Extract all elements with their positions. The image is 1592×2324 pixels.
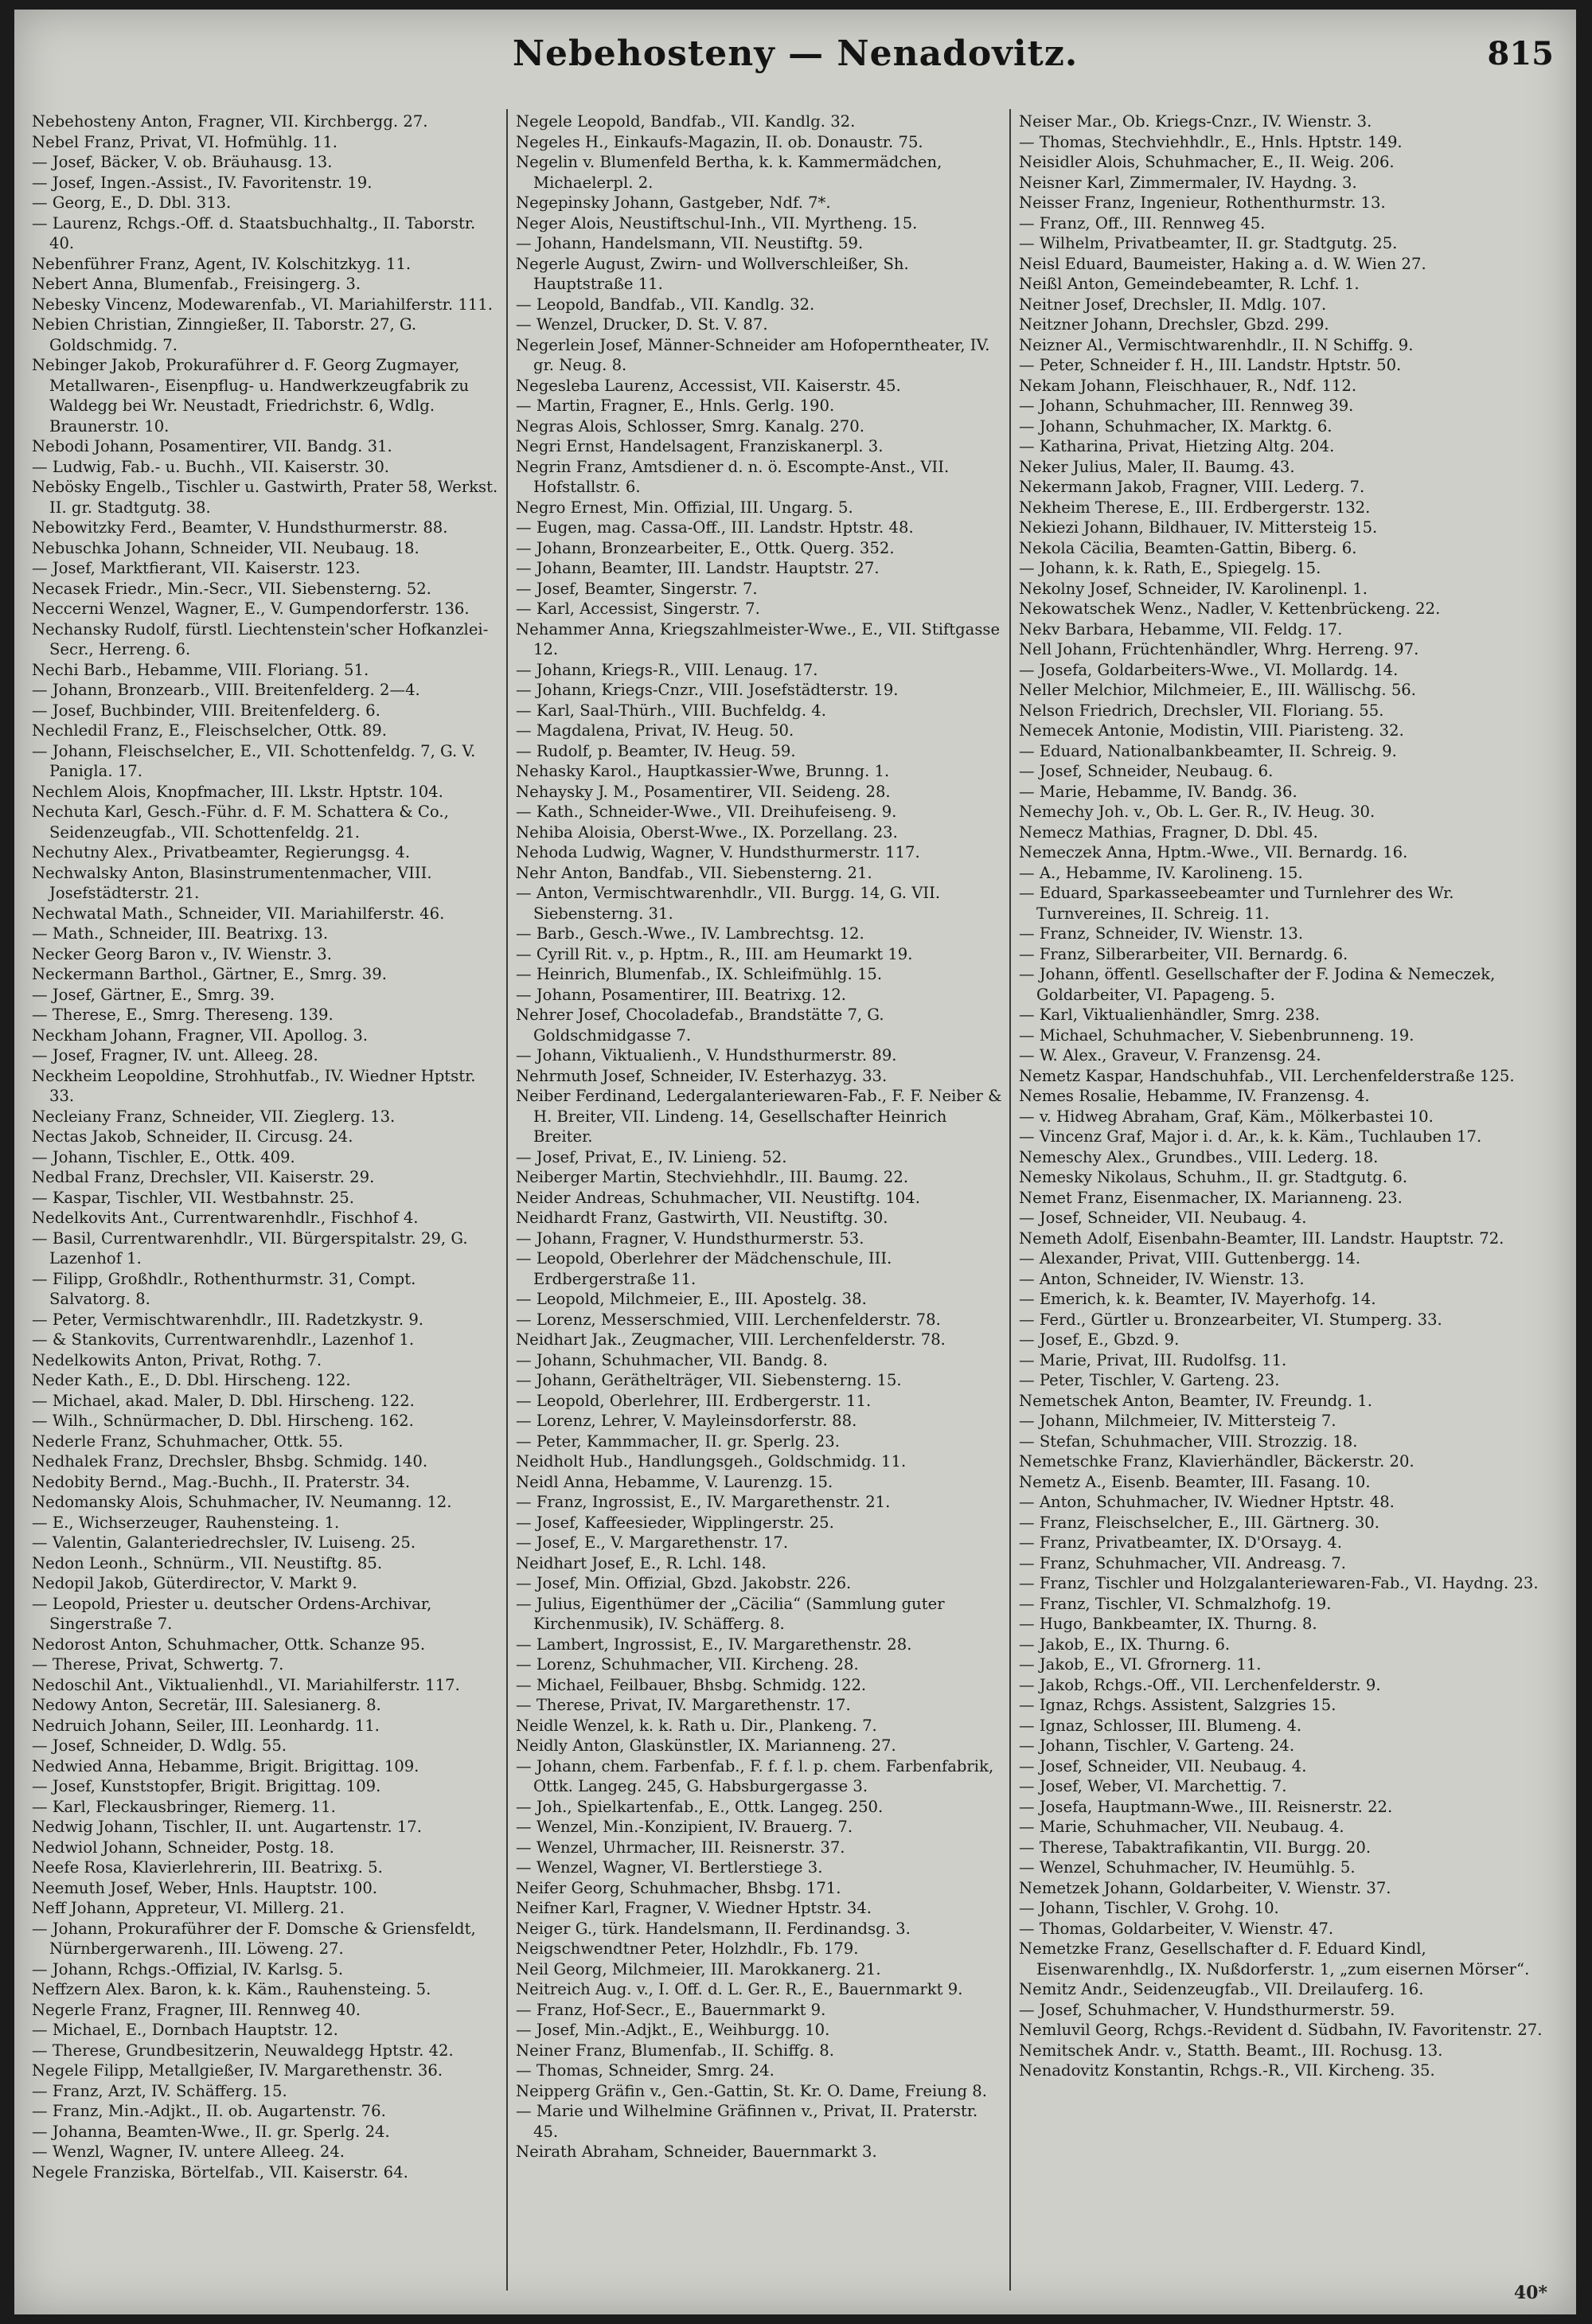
directory-entry: Nebösky Engelb., Tischler u. Gastwirth, Prater 58, Werkst. II. gr. Stadtgutg. 38. xyxy=(32,478,498,517)
directory-entry: — Johann, Fragner, V. Hundsthurmerstr. 53. xyxy=(516,1228,864,1248)
directory-entry: Neidl Anna, Hebamme, V. Laurenzg. 15. xyxy=(516,1472,833,1491)
signature-mark: 40* xyxy=(1513,2283,1547,2303)
directory-entry: Neidhart Josef, E., R. Lchl. 148. xyxy=(516,1553,767,1572)
directory-entry: — Johann, Fleischselcher, E., VII. Schottenfeldg. 7, G. V. Panigla. 17. xyxy=(32,741,476,780)
directory-entry: Nedwiol Johann, Schneider, Postg. 18. xyxy=(32,1838,334,1857)
directory-entry: Nedoschil Ant., Viktualienhdl., VI. Mariahilferstr. 117. xyxy=(32,1675,460,1694)
directory-entry: Nemeczek Anna, Hptm.-Wwe., VII. Bernardg. 16. xyxy=(1019,843,1408,861)
directory-entry: — Heinrich, Blumenfab., IX. Schleifmühlg. 15. xyxy=(516,965,883,983)
directory-entry: — Emerich, k. k. Beamter, IV. Mayerhofg. 14. xyxy=(1019,1290,1376,1308)
directory-entry: — Lorenz, Messerschmied, VIII. Lerchenfelderstr. 78. xyxy=(516,1310,941,1329)
directory-entry: Neckheim Leopoldine, Strohhutfab., IV. Wiedner Hptstr. 33. xyxy=(32,1066,476,1105)
directory-entry: — Leopold, Oberlehrer der Mädchenschule, III. Erdbergerstraße 11. xyxy=(516,1249,892,1288)
directory-entry: Nedruich Johann, Seiler, III. Leonhardg. 11. xyxy=(32,1716,380,1735)
directory-entry: — Josef, Fragner, IV. unt. Alleeg. 28. xyxy=(32,1046,318,1064)
directory-page xyxy=(14,10,1576,2314)
directory-entry: — Julius, Eigenthümer der „Cäcilia“ (Sammlung guter Kirchenmusik), IV. Schäfferg. 8. xyxy=(516,1594,945,1633)
directory-entry: Negerle August, Zwirn- und Wollverschleißer, Sh. Hauptstraße 11. xyxy=(516,254,909,293)
directory-entry: Nechansky Rudolf, fürstl. Liechtenstein'scher Hofkanzlei-Secr., Herreng. 6. xyxy=(32,619,489,658)
directory-entry: — Anton, Vermischtwarenhdlr., VII. Burgg. 14, G. VII. Siebensterng. 31. xyxy=(516,884,941,923)
directory-entry: — Wenzel, Schuhmacher, IV. Heumühlg. 5. xyxy=(1019,1858,1356,1877)
directory-entry: Nedorost Anton, Schuhmacher, Ottk. Schanze 95. xyxy=(32,1635,426,1654)
directory-entry: — Wenzel, Wagner, VI. Bertlerstiege 3. xyxy=(516,1858,823,1877)
directory-entry: Nekv Barbara, Hebamme, VII. Feldg. 17. xyxy=(1019,619,1343,639)
directory-entry: — Ignaz, Rchgs. Assistent, Salzgries 15. xyxy=(1019,1696,1336,1714)
directory-entry: — A., Hebamme, IV. Karolineng. 15. xyxy=(1019,863,1303,882)
directory-entry: Neiber Ferdinand, Ledergalanteriewaren-Fab., F. F. Neiber & H. Breiter, VII. Lindeng. 14, Gesellschafter Heinrich Breiter. xyxy=(516,1087,1002,1146)
directory-entry: Nechuta Karl, Gesch.-Führ. d. F. M. Schattera & Co., Seidenzeugfab., VII. Schottenfeldg. 21. xyxy=(32,803,449,842)
directory-entry: — Josef, Min. Offizial, Gbzd. Jakobstr. 226. xyxy=(516,1574,852,1592)
directory-entry: — Johann, Beamter, III. Landstr. Hauptstr. 27. xyxy=(516,559,880,577)
directory-entry: Nehiba Aloisia, Oberst-Wwe., IX. Porzellang. 23. xyxy=(516,822,898,842)
directory-entry: Nekam Johann, Fleischhauer, R., Ndf. 112. xyxy=(1019,376,1357,395)
directory-entry: Negri Ernst, Handelsagent, Franziskanerpl. 3. xyxy=(516,437,884,455)
directory-entry: — Laurenz, Rchgs.-Off. d. Staatsbuchhaltg., II. Taborstr. 40. xyxy=(32,213,476,252)
directory-entry: Neipperg Gräfin v., Gen.-Gattin, St. Kr. O. Dame, Freiung 8. xyxy=(516,2081,987,2100)
directory-entry: — Johann, Kriegs-Cnzr., VIII. Josefstädterstr. 19. xyxy=(516,681,899,699)
directory-entry: — Joh., Spielkartenfab., E., Ottk. Langeg. 250. xyxy=(516,1797,884,1816)
directory-entry: — Marie und Wilhelmine Gräfinnen v., Privat, II. Praterstr. 45. xyxy=(516,2102,978,2141)
directory-entry: — Michael, akad. Maler, D. Dbl. Hirscheng. 122. xyxy=(32,1391,415,1410)
directory-entry: — Magdalena, Privat, IV. Heug. 50. xyxy=(516,721,794,740)
directory-entry: — Leopold, Oberlehrer, III. Erdbergerstr. 11. xyxy=(516,1391,872,1410)
directory-entry: Nehasky Karol., Hauptkassier-Wwe, Brunng. 1. xyxy=(516,762,890,780)
directory-entry: — Johann, Bronzearb., VIII. Breitenfelderg. 2—4. xyxy=(32,681,420,699)
directory-entry: Neckermann Barthol., Gärtner, E., Smrg. 39. xyxy=(32,965,387,983)
directory-entry: Neiger G., türk. Handelsmann, II. Ferdinandsg. 3. xyxy=(516,1919,911,1938)
directory-entry: — Johann, k. k. Rath, E., Spiegelg. 15. xyxy=(1019,559,1321,577)
directory-entry: — Franz, Privatbeamter, IX. D'Orsayg. 4. xyxy=(1019,1533,1343,1552)
directory-entry: Nedopil Jakob, Güterdirector, V. Markt 9. xyxy=(32,1574,357,1592)
directory-entry: — Karl, Accessist, Singerstr. 7. xyxy=(516,600,760,618)
directory-entry: — Josef, Schneider, Neubaug. 6. xyxy=(1019,762,1274,780)
directory-entry: — Ludwig, Fab.- u. Buchh., VII. Kaiserstr. 30. xyxy=(32,457,390,476)
directory-entry: Nechutny Alex., Privatbeamter, Regierungsg. 4. xyxy=(32,843,411,861)
directory-entry: — Jakob, Rchgs.-Off., VII. Lerchenfelderstr. 9. xyxy=(1019,1675,1381,1694)
directory-entry: — Peter, Schneider f. H., III. Landstr. Hptstr. 50. xyxy=(1019,356,1402,374)
directory-entry: — Lorenz, Lehrer, V. Mayleinsdorferstr. 88. xyxy=(516,1412,857,1430)
directory-entry: — Barb., Gesch.-Wwe., IV. Lambrechtsg. 12. xyxy=(516,924,864,943)
directory-entry: Nemechy Joh. v., Ob. L. Ger. R., IV. Heug. 30. xyxy=(1019,803,1375,821)
directory-entry: — Therese, Grundbesitzerin, Neuwaldegg Hptstr. 42. xyxy=(32,2041,454,2060)
directory-entry: — Stefan, Schuhmacher, VIII. Strozzig. 18. xyxy=(1019,1432,1358,1451)
directory-entry: — Filipp, Großhdlr., Rothenthurmstr. 31, Compt. Salvatorg. 8. xyxy=(32,1269,416,1308)
directory-entry: — Alexander, Privat, VIII. Guttenbergg. 14. xyxy=(1019,1249,1361,1267)
directory-entry: Negras Alois, Schlosser, Smrg. Kanalg. 270. xyxy=(516,416,864,436)
directory-entry: — Wilh., Schnürmacher, D. Dbl. Hirscheng. 162. xyxy=(32,1412,414,1430)
directory-entry: — Josef, E., V. Margarethenstr. 17. xyxy=(516,1533,789,1552)
directory-entry: Neccerni Wenzel, Wagner, E., V. Gumpendorferstr. 136. xyxy=(32,600,470,618)
directory-entry: — Johann, Schuhmacher, III. Rennweg 39. xyxy=(1019,396,1354,415)
directory-entry: — Therese, E., Smrg. Thereseng. 139. xyxy=(32,1006,334,1024)
directory-entry: Nehrer Josef, Chocoladefab., Brandstätte 7, G. Goldschmidgasse 7. xyxy=(516,1006,884,1045)
directory-entry: — Martin, Fragner, E., Hnls. Gerlg. 190. xyxy=(516,396,835,415)
directory-entry: Negele Franziska, Börtelfab., VII. Kaiserstr. 64. xyxy=(32,2162,408,2181)
directory-entry: Negele Filipp, Metallgießer, IV. Margarethenstr. 36. xyxy=(32,2061,443,2080)
directory-entry: — Lorenz, Schuhmacher, VII. Kircheng. 28. xyxy=(516,1655,859,1674)
directory-entry: Neil Georg, Milchmeier, III. Marokkanerg. 21. xyxy=(516,1959,881,1978)
directory-entry: — Eugen, mag. Cassa-Off., III. Landstr. Hptstr. 48. xyxy=(516,518,914,537)
directory-entry: Nechi Barb., Hebamme, VIII. Floriang. 51. xyxy=(32,660,369,679)
directory-entry: Nedhalek Franz, Drechsler, Bhsbg. Schmidg. 140. xyxy=(32,1452,428,1471)
directory-entry: — Math., Schneider, III. Beatrixg. 13. xyxy=(32,924,329,943)
directory-entry: Nedomansky Alois, Schuhmacher, IV. Neumanng. 12. xyxy=(32,1493,452,1511)
directory-entry: — Johann, Viktualienh., V. Hundsthurmerstr. 89. xyxy=(516,1046,897,1064)
directory-entry: Nemetz A., Eisenb. Beamter, III. Fasang. 10. xyxy=(1019,1472,1371,1491)
directory-entry: Neidly Anton, Glaskünstler, IX. Marianneng. 27. xyxy=(516,1736,896,1755)
directory-entry: — Wenzel, Drucker, D. St. V. 87. xyxy=(516,315,768,334)
directory-entry: Nenadovitz Konstantin, Rchgs.-R., VII. Kircheng. 35. xyxy=(1019,2061,1435,2080)
directory-entry: Nemitschek Andr. v., Statth. Beamt., III. Rochusg. 13. xyxy=(1019,2041,1443,2060)
directory-entry: Neisner Karl, Zimmermaler, IV. Haydng. 3. xyxy=(1019,173,1357,192)
directory-entry: Neisser Franz, Ingenieur, Rothenthurmstr. 13. xyxy=(1019,193,1386,212)
directory-entry: — Georg, E., D. Dbl. 313. xyxy=(32,193,232,212)
directory-entry: Nemetzek Johann, Goldarbeiter, V. Wienstr. 37. xyxy=(1019,1878,1391,1897)
directory-entry: Neider Andreas, Schuhmacher, VII. Neustiftg. 104. xyxy=(516,1188,920,1207)
directory-entry: Nebehosteny Anton, Fragner, VII. Kirchbergg. 27. xyxy=(32,112,428,131)
directory-entry: Nebodi Johann, Posamentirer, VII. Bandg. 31. xyxy=(32,437,392,455)
directory-entry: — Johann, Tischler, V. Garteng. 24. xyxy=(1019,1736,1295,1755)
directory-entry: — Josefa, Goldarbeiters-Wwe., VI. Mollardg. 14. xyxy=(1019,660,1399,679)
directory-entry: Negepinsky Johann, Gastgeber, Ndf. 7*. xyxy=(516,193,831,212)
directory-entry: Nemecek Antonie, Modistin, VIII. Piaristeng. 32. xyxy=(1019,721,1404,740)
directory-column-1 xyxy=(32,111,500,2285)
directory-entry: — Josef, Min.-Adjkt., E., Weihburgg. 10. xyxy=(516,2021,830,2039)
directory-entry: Nedowy Anton, Secretär, III. Salesianerg. 8. xyxy=(32,1696,381,1714)
directory-entry: Nemluvil Georg, Rchgs.-Revident d. Südbahn, IV. Favoritenstr. 27. xyxy=(1019,2021,1543,2039)
directory-entry: — Valentin, Galanteriedrechsler, IV. Luiseng. 25. xyxy=(32,1533,416,1552)
directory-entry: Nemetschek Anton, Beamter, IV. Freundg. 1. xyxy=(1019,1391,1372,1410)
directory-entry: — Leopold, Milchmeier, E., III. Apostelg. 38. xyxy=(516,1290,867,1308)
directory-entry: Neidhart Jak., Zeugmacher, VIII. Lerchenfelderstr. 78. xyxy=(516,1330,946,1349)
directory-entry: Neidle Wenzel, k. k. Rath u. Dir., Plankeng. 7. xyxy=(516,1716,877,1735)
directory-entry: Nehoda Ludwig, Wagner, V. Hundsthurmerstr. 117. xyxy=(516,843,920,861)
directory-entry: — Jakob, E., IX. Thurng. 6. xyxy=(1019,1635,1231,1654)
directory-entry: Nebien Christian, Zinngießer, II. Taborstr. 27, G. Goldschmidg. 7. xyxy=(32,315,417,354)
directory-entry: — Thomas, Stechviehhdlr., E., Hnls. Hptstr. 149. xyxy=(1019,132,1403,151)
directory-entry: — Wenzel, Min.-Konzipient, IV. Brauerg. 7. xyxy=(516,1818,853,1836)
directory-entry: Neiberger Martin, Stechviehhdlr., III. Baumg. 22. xyxy=(516,1168,909,1186)
directory-entry: — Basil, Currentwarenhdlr., VII. Bürgerspitalstr. 29, G. Lazenhof 1. xyxy=(32,1228,468,1267)
directory-entry: Nemetschke Franz, Klavierhändler, Bäckerstr. 20. xyxy=(1019,1452,1414,1471)
directory-entry: — Katharina, Privat, Hietzing Altg. 204. xyxy=(1019,437,1335,455)
directory-entry: — Josef, Gärtner, E., Smrg. 39. xyxy=(32,985,275,1004)
directory-entry: Nehrmuth Josef, Schneider, IV. Esterhazyg. 33. xyxy=(516,1066,888,1085)
directory-entry: Nectas Jakob, Schneider, II. Circusg. 24. xyxy=(32,1127,353,1146)
directory-entry: Negrin Franz, Amtsdiener d. n. ö. Escompte-Anst., VII. Hofstallstr. 6. xyxy=(516,457,950,496)
directory-entry: — Johanna, Beamten-Wwe., II. gr. Sperlg. 24. xyxy=(32,2122,390,2141)
directory-entry: — Josef, Kaffeesieder, Wipplingerstr. 25. xyxy=(516,1513,834,1532)
directory-entry: — Eduard, Nationalbankbeamter, II. Schreig. 9. xyxy=(1019,741,1397,760)
directory-entry: — Johann, Milchmeier, IV. Mittersteig 7. xyxy=(1019,1412,1336,1430)
directory-entry: Neff Johann, Appreteur, VI. Millerg. 21. xyxy=(32,1899,345,1917)
directory-entry: Nebesky Vincenz, Modewarenfab., VI. Mariahilferstr. 111. xyxy=(32,295,493,314)
directory-entry: Neißl Anton, Gemeindebeamter, R. Lchf. 1. xyxy=(1019,275,1360,293)
directory-entry: — Therese, Privat, IV. Margarethenstr. 17. xyxy=(516,1696,851,1714)
directory-entry: Necleiany Franz, Schneider, VII. Zieglerg. 13. xyxy=(32,1107,396,1126)
directory-entry: — Jakob, E., VI. Gfrornerg. 11. xyxy=(1019,1655,1262,1674)
directory-entry: Neller Melchior, Milchmeier, E., III. Wällischg. 56. xyxy=(1019,681,1416,699)
directory-entry: Nemesky Nikolaus, Schuhm., II. gr. Stadtgutg. 6. xyxy=(1019,1168,1408,1186)
directory-entry: Nedobity Bernd., Mag.-Buchh., II. Praterstr. 34. xyxy=(32,1472,411,1491)
directory-entry: — Josefa, Hauptmann-Wwe., III. Reisnerstr. 22. xyxy=(1019,1797,1393,1816)
directory-entry: Nemeschy Alex., Grundbes., VIII. Lederg. 18. xyxy=(1019,1147,1379,1166)
directory-entry: — Josef, Bäcker, V. ob. Bräuhausg. 13. xyxy=(32,153,333,171)
directory-entry: — Josef, Marktfierant, VII. Kaiserstr. 123. xyxy=(32,559,361,577)
directory-entry: Nemeth Adolf, Eisenbahn-Beamter, III. Landstr. Hauptstr. 72. xyxy=(1019,1228,1504,1248)
directory-entry: — Peter, Tischler, V. Garteng. 23. xyxy=(1019,1371,1280,1389)
directory-entry: Nekowatschek Wenz., Nadler, V. Kettenbrückeng. 22. xyxy=(1019,600,1441,618)
directory-entry: Neisl Eduard, Baumeister, Haking a. d. W. Wien 27. xyxy=(1019,254,1426,273)
directory-entry: Nechwatal Math., Schneider, VII. Mariahilferstr. 46. xyxy=(32,904,445,923)
directory-entry: — Franz, Ingrossist, E., IV. Margarethenstr. 21. xyxy=(516,1493,891,1511)
directory-entry: — Johann, Bronzearbeiter, E., Ottk. Querg. 352. xyxy=(516,538,895,557)
directory-entry: — Josef, Ingen.-Assist., IV. Favoritenstr. 19. xyxy=(32,173,373,192)
directory-entry: Neirath Abraham, Schneider, Bauernmarkt 3. xyxy=(516,2142,877,2161)
directory-entry: — Wenzel, Uhrmacher, III. Reisnerstr. 37. xyxy=(516,1838,845,1857)
directory-entry: — Karl, Saal-Thürh., VIII. Buchfeldg. 4. xyxy=(516,701,826,720)
directory-entry: — Josef, Buchbinder, VIII. Breitenfelderg. 6. xyxy=(32,701,380,720)
directory-entry: Negele Leopold, Bandfab., VII. Kandlg. 32. xyxy=(516,112,856,131)
directory-entry: Negerlein Josef, Männer-Schneider am Hofoperntheater, IV. gr. Neug. 8. xyxy=(516,335,990,374)
directory-entry: — Josef, Weber, VI. Marchettig. 7. xyxy=(1019,1777,1287,1795)
directory-entry: — Johann, Handelsmann, VII. Neustiftg. 59. xyxy=(516,234,864,252)
directory-entry: — Michael, Schuhmacher, V. Siebenbrunneng. 19. xyxy=(1019,1025,1414,1045)
directory-entry: Nedelkovits Ant., Currentwarenhdlr., Fischhof 4. xyxy=(32,1209,419,1227)
directory-entry: Nekermann Jakob, Fragner, VIII. Lederg. 7. xyxy=(1019,478,1365,496)
directory-entry: Negerle Franz, Fragner, III. Rennweg 40. xyxy=(32,2000,361,2019)
directory-entry: Neigschwendtner Peter, Holzhdlr., Fb. 179. xyxy=(516,1939,859,1958)
directory-entry: — Franz, Tischler, VI. Schmalzhofg. 19. xyxy=(1019,1594,1332,1613)
directory-entry: Neefe Rosa, Klavierlehrerin, III. Beatrixg. 5. xyxy=(32,1858,383,1877)
directory-entry: — Ignaz, Schlosser, III. Blumeng. 4. xyxy=(1019,1716,1302,1735)
directory-entry: Nebinger Jakob, Prokuraführer d. F. Georg Zugmayer, Metallwaren-, Eisenpflug- u. Handwerkzeugfabrik zu Waldegg bei Wr. Neustadt, Friedrichstr. 6, Wdlg. Braunerstr. 10. xyxy=(32,356,470,436)
directory-entry: Nedon Leonh., Schnürm., VII. Neustiftg. 85. xyxy=(32,1553,383,1572)
directory-entry: Negro Ernest, Min. Offizial, III. Ungarg. 5. xyxy=(516,498,853,517)
directory-entry: Neemuth Josef, Weber, Hnls. Hauptstr. 100. xyxy=(32,1878,378,1897)
directory-entry: Neitzner Johann, Drechsler, Gbzd. 299. xyxy=(1019,315,1329,334)
directory-entry: Nedwig Johann, Tischler, II. unt. Augartenstr. 17. xyxy=(32,1818,422,1836)
directory-entry: — Therese, Privat, Schwertg. 7. xyxy=(32,1655,284,1674)
directory-entry: Nemitz Andr., Seidenzeugfab., VII. Dreilauferg. 16. xyxy=(1019,1980,1424,1998)
directory-entry: Nedelkowits Anton, Privat, Rothg. 7. xyxy=(32,1350,322,1369)
directory-entry: Neitner Josef, Drechsler, II. Mdlg. 107. xyxy=(1019,295,1327,314)
directory-entry: Nekiezi Johann, Bildhauer, IV. Mittersteig 15. xyxy=(1019,518,1378,537)
directory-entry: — Peter, Vermischtwarenhdlr., III. Radetzkystr. 9. xyxy=(32,1310,424,1329)
directory-entry: — Josef, E., Gbzd. 9. xyxy=(1019,1330,1180,1349)
directory-entry: — Peter, Kammmacher, II. gr. Sperlg. 23. xyxy=(516,1432,840,1451)
directory-entry: Neifer Georg, Schuhmacher, Bhsbg. 171. xyxy=(516,1878,841,1897)
directory-entry: — Johann, Tischler, E., Ottk. 409. xyxy=(32,1147,295,1166)
directory-entry: — Hugo, Bankbeamter, IX. Thurng. 8. xyxy=(1019,1615,1317,1633)
directory-entry: — Anton, Schneider, IV. Wienstr. 13. xyxy=(1019,1269,1305,1288)
directory-entry: Neder Kath., E., D. Dbl. Hirscheng. 122. xyxy=(32,1371,351,1389)
directory-entry: — Vincenz Graf, Major i. d. Ar., k. k. Käm., Tuchlauben 17. xyxy=(1019,1127,1482,1146)
directory-entry: Nebert Anna, Blumenfab., Freisingerg. 3. xyxy=(32,275,361,293)
directory-entry: — Kaspar, Tischler, VII. Westbahnstr. 25. xyxy=(32,1188,354,1207)
column-divider xyxy=(1009,109,1011,2291)
directory-entry: Neiser Mar., Ob. Kriegs-Cnzr., IV. Wienstr. 3. xyxy=(1019,112,1372,131)
directory-entry: — Thomas, Schneider, Smrg. 24. xyxy=(516,2061,775,2080)
directory-entry: Nemes Rosalie, Hebamme, IV. Franzensg. 4. xyxy=(1019,1087,1370,1105)
directory-entry: — Johann, Tischler, V. Grohg. 10. xyxy=(1019,1899,1279,1917)
directory-entry: Nekola Cäcilia, Beamten-Gattin, Biberg. 6. xyxy=(1019,538,1357,557)
directory-entry: Neidhardt Franz, Gastwirth, VII. Neustiftg. 30. xyxy=(516,1209,888,1227)
directory-entry: — Josef, Kunststopfer, Brigit. Brigittag. 109. xyxy=(32,1777,381,1795)
directory-entry: — Cyrill Rit. v., p. Hptm., R., III. am Heumarkt 19. xyxy=(516,944,913,963)
directory-entry: Nedwied Anna, Hebamme, Brigit. Brigittag. 109. xyxy=(32,1756,419,1775)
directory-entry: — Therese, Tabaktrafikantin, VII. Burgg. 20. xyxy=(1019,1838,1372,1857)
column-divider xyxy=(506,109,508,2291)
directory-entry: Necasek Friedr., Min.-Secr., VII. Siebensterng. 52. xyxy=(32,579,431,598)
directory-entry: Nemetzke Franz, Gesellschafter d. F. Eduard Kindl, Eisenwarenhdlg., IX. Nußdorferstr. 1, „zum eisernen Mörser“. xyxy=(1019,1939,1530,1978)
directory-entry: Nehr Anton, Bandfab., VII. Siebensterng. 21. xyxy=(516,863,872,882)
directory-entry: — Leopold, Priester u. deutscher Ordens-Archivar, Singerstraße 7. xyxy=(32,1594,432,1633)
directory-entry: Nemecz Mathias, Fragner, D. Dbl. 45. xyxy=(1019,822,1318,842)
directory-entry: — Marie, Hebamme, IV. Bandg. 36. xyxy=(1019,782,1297,801)
directory-entry: — Marie, Privat, III. Rudolfsg. 11. xyxy=(1019,1350,1287,1369)
directory-entry: Neckham Johann, Fragner, VII. Apollog. 3. xyxy=(32,1025,369,1045)
directory-entry: — Johann, chem. Farbenfab., F. f. f. l. p. chem. Farbenfabrik, Ottk. Langeg. 245, G. Habsburgergasse 3. xyxy=(516,1756,994,1795)
directory-entry: Nedbal Franz, Drechsler, VII. Kaiserstr. 29. xyxy=(32,1168,375,1186)
directory-column-3 xyxy=(1019,111,1560,2285)
directory-entry: Nebuschka Johann, Schneider, VII. Neubaug. 18. xyxy=(32,538,419,557)
directory-entry: Neizner Al., Vermischtwarenhdlr., II. N Schiffg. 9. xyxy=(1019,335,1414,354)
directory-entry: — Wilhelm, Privatbeamter, II. gr. Stadtgutg. 25. xyxy=(1019,234,1398,252)
directory-entry: — Josef, Schneider, VII. Neubaug. 4. xyxy=(1019,1756,1307,1775)
directory-entry: — Rudolf, p. Beamter, IV. Heug. 59. xyxy=(516,741,796,760)
directory-entry: Neifner Karl, Fragner, V. Wiedner Hptstr. 34. xyxy=(516,1899,872,1917)
directory-entry: Nederle Franz, Schuhmacher, Ottk. 55. xyxy=(32,1432,344,1451)
directory-entry: Nebel Franz, Privat, VI. Hofmühlg. 11. xyxy=(32,132,338,151)
directory-entry: — W. Alex., Graveur, V. Franzensg. 24. xyxy=(1019,1046,1321,1064)
directory-entry: Nelson Friedrich, Drechsler, VII. Floriang. 55. xyxy=(1019,701,1384,720)
directory-entry: Nebenführer Franz, Agent, IV. Kolschitzkyg. 11. xyxy=(32,254,412,273)
directory-entry: — Franz, Off., III. Rennweg 45. xyxy=(1019,213,1266,232)
directory-entry: — Marie, Schuhmacher, VII. Neubaug. 4. xyxy=(1019,1818,1344,1836)
directory-entry: Nechlem Alois, Knopfmacher, III. Lkstr. Hptstr. 104. xyxy=(32,782,443,801)
directory-entry: — Leopold, Bandfab., VII. Kandlg. 32. xyxy=(516,295,815,314)
directory-entry: — E., Wichserzeuger, Rauhensteing. 1. xyxy=(32,1513,340,1532)
directory-entry: — Kath., Schneider-Wwe., VII. Dreihufeiseng. 9. xyxy=(516,803,897,821)
directory-entry: — Ferd., Gürtler u. Bronzearbeiter, VI. Stumperg. 33. xyxy=(1019,1310,1442,1329)
directory-entry: — Josef, Schneider, D. Wdlg. 55. xyxy=(32,1736,287,1755)
directory-entry: — Franz, Schneider, IV. Wienstr. 13. xyxy=(1019,924,1304,943)
directory-entry: — Johann, Kriegs-R., VIII. Lenaug. 17. xyxy=(516,660,818,679)
directory-entry: Nehaysky J. M., Posamentirer, VII. Seideng. 28. xyxy=(516,782,891,801)
directory-entry: Nebowitzky Ferd., Beamter, V. Hundsthurmerstr. 88. xyxy=(32,518,448,537)
directory-entry: — Franz, Arzt, IV. Schäfferg. 15. xyxy=(32,2081,287,2100)
directory-entry: Neisidler Alois, Schuhmacher, E., II. Weig. 206. xyxy=(1019,153,1395,171)
directory-entry: — Johann, Rchgs.-Offizial, IV. Karlsg. 5. xyxy=(32,1959,344,1978)
directory-entry: Nehammer Anna, Kriegszahlmeister-Wwe., E., VII. Stiftgasse 12. xyxy=(516,619,1001,658)
directory-entry: Nell Johann, Früchtenhändler, Whrg. Herreng. 97. xyxy=(1019,640,1419,658)
directory-entry: — Franz, Schuhmacher, VII. Andreasg. 7. xyxy=(1019,1553,1347,1572)
directory-entry: Nechledil Franz, E., Fleischselcher, Ottk. 89. xyxy=(32,721,387,740)
directory-entry: — Johann, Schuhmacher, VII. Bandg. 8. xyxy=(516,1350,828,1369)
directory-entry: — Eduard, Sparkasseebeamter und Turnlehrer des Wr. Turnvereines, II. Schreig. 11. xyxy=(1019,884,1454,923)
directory-entry: — Michael, E., Dornbach Hauptstr. 12. xyxy=(32,2021,338,2039)
directory-entry: — Johann, Schuhmacher, IX. Marktg. 6. xyxy=(1019,416,1333,436)
directory-entry: Neker Julius, Maler, II. Baumg. 43. xyxy=(1019,457,1295,476)
directory-entry: — v. Hidweg Abraham, Graf, Käm., Mölkerbastei 10. xyxy=(1019,1107,1434,1126)
directory-entry: Necker Georg Baron v., IV. Wienstr. 3. xyxy=(32,944,332,963)
directory-entry: Nechwalsky Anton, Blasinstrumentenmacher, VIII. Josefstädterstr. 21. xyxy=(32,863,432,902)
directory-entry: — Lambert, Ingrossist, E., IV. Margarethenstr. 28. xyxy=(516,1635,912,1654)
directory-entry: — Franz, Tischler und Holzgalanteriewaren-Fab., VI. Haydng. 23. xyxy=(1019,1574,1539,1592)
directory-entry: — Johann, Posamentirer, III. Beatrixg. 12. xyxy=(516,985,847,1004)
directory-entry: — Franz, Min.-Adjkt., II. ob. Augartenstr. 76. xyxy=(32,2102,386,2120)
directory-entry: Neidholt Hub., Handlungsgeh., Goldschmidg. 11. xyxy=(516,1452,907,1471)
directory-entry: Neiner Franz, Blumenfab., II. Schiffg. 8. xyxy=(516,2041,834,2060)
directory-entry: — Josef, Schneider, VII. Neubaug. 4. xyxy=(1019,1209,1307,1227)
directory-entry: — Johann, Geräthelträger, VII. Siebensterng. 15. xyxy=(516,1371,902,1389)
directory-column-2 xyxy=(516,111,1003,2285)
page-number: 815 xyxy=(1487,35,1554,72)
directory-entry: Negesleba Laurenz, Accessist, VII. Kaiserstr. 45. xyxy=(516,376,901,395)
directory-entry: — Josef, Schuhmacher, V. Hundsthurmerstr. 59. xyxy=(1019,2000,1395,2019)
directory-entry: Nekolny Josef, Schneider, IV. Karolinenpl. 1. xyxy=(1019,579,1368,598)
directory-entry: — Franz, Silberarbeiter, VII. Bernardg. 6. xyxy=(1019,944,1348,963)
directory-entry: Nemet Franz, Eisenmacher, IX. Marianneng. 23. xyxy=(1019,1188,1403,1207)
directory-entry: — & Stankovits, Currentwarenhdlr., Lazenhof 1. xyxy=(32,1330,415,1349)
page-title: Nebehosteny — Nenadovitz. xyxy=(512,33,1079,74)
directory-entry: Negelin v. Blumenfeld Bertha, k. k. Kammermädchen, Michaelerpl. 2. xyxy=(516,153,942,192)
directory-entry: — Thomas, Goldarbeiter, V. Wienstr. 47. xyxy=(1019,1919,1334,1938)
page-header xyxy=(14,10,1576,81)
directory-entry: — Franz, Hof-Secr., E., Bauernmarkt 9. xyxy=(516,2000,826,2019)
directory-entry: Nemetz Kaspar, Handschuhfab., VII. Lerchenfelderstraße 125. xyxy=(1019,1066,1515,1085)
directory-entry: — Michael, Feilbauer, Bhsbg. Schmidg. 122. xyxy=(516,1675,867,1694)
directory-entry: Negeles H., Einkaufs-Magazin, II. ob. Donaustr. 75. xyxy=(516,132,923,151)
directory-entry: Nekheim Therese, E., III. Erdbergerstr. 132. xyxy=(1019,498,1371,517)
directory-entry: Neffzern Alex. Baron, k. k. Käm., Rauhensteing. 5. xyxy=(32,1980,431,1998)
directory-entry: — Johann, öffentl. Gesellschafter der F. Jodina & Nemeczek, Goldarbeiter, VI. Papageng. 5. xyxy=(1019,965,1496,1004)
directory-entry: — Karl, Fleckausbringer, Riemerg. 11. xyxy=(32,1797,336,1816)
directory-entry: — Josef, Privat, E., IV. Linieng. 52. xyxy=(516,1147,787,1166)
directory-entry: Neger Alois, Neustiftschul-Inh., VII. Myrtheng. 15. xyxy=(516,213,918,232)
directory-entry: — Karl, Viktualienhändler, Smrg. 238. xyxy=(1019,1006,1321,1024)
directory-entry: — Josef, Beamter, Singerstr. 7. xyxy=(516,579,758,598)
directory-entry: — Anton, Schuhmacher, IV. Wiedner Hptstr. 48. xyxy=(1019,1493,1395,1511)
directory-entry: Neitreich Aug. v., I. Off. d. L. Ger. R., E., Bauernmarkt 9. xyxy=(516,1980,963,1998)
directory-entry: — Wenzl, Wagner, IV. untere Alleeg. 24. xyxy=(32,2142,345,2161)
directory-entry: — Johann, Prokuraführer der F. Domsche & Griensfeldt, Nürnbergerwarenh., III. Löweng. 27. xyxy=(32,1919,476,1958)
directory-entry: — Franz, Fleischselcher, E., III. Gärtnerg. 30. xyxy=(1019,1513,1379,1532)
